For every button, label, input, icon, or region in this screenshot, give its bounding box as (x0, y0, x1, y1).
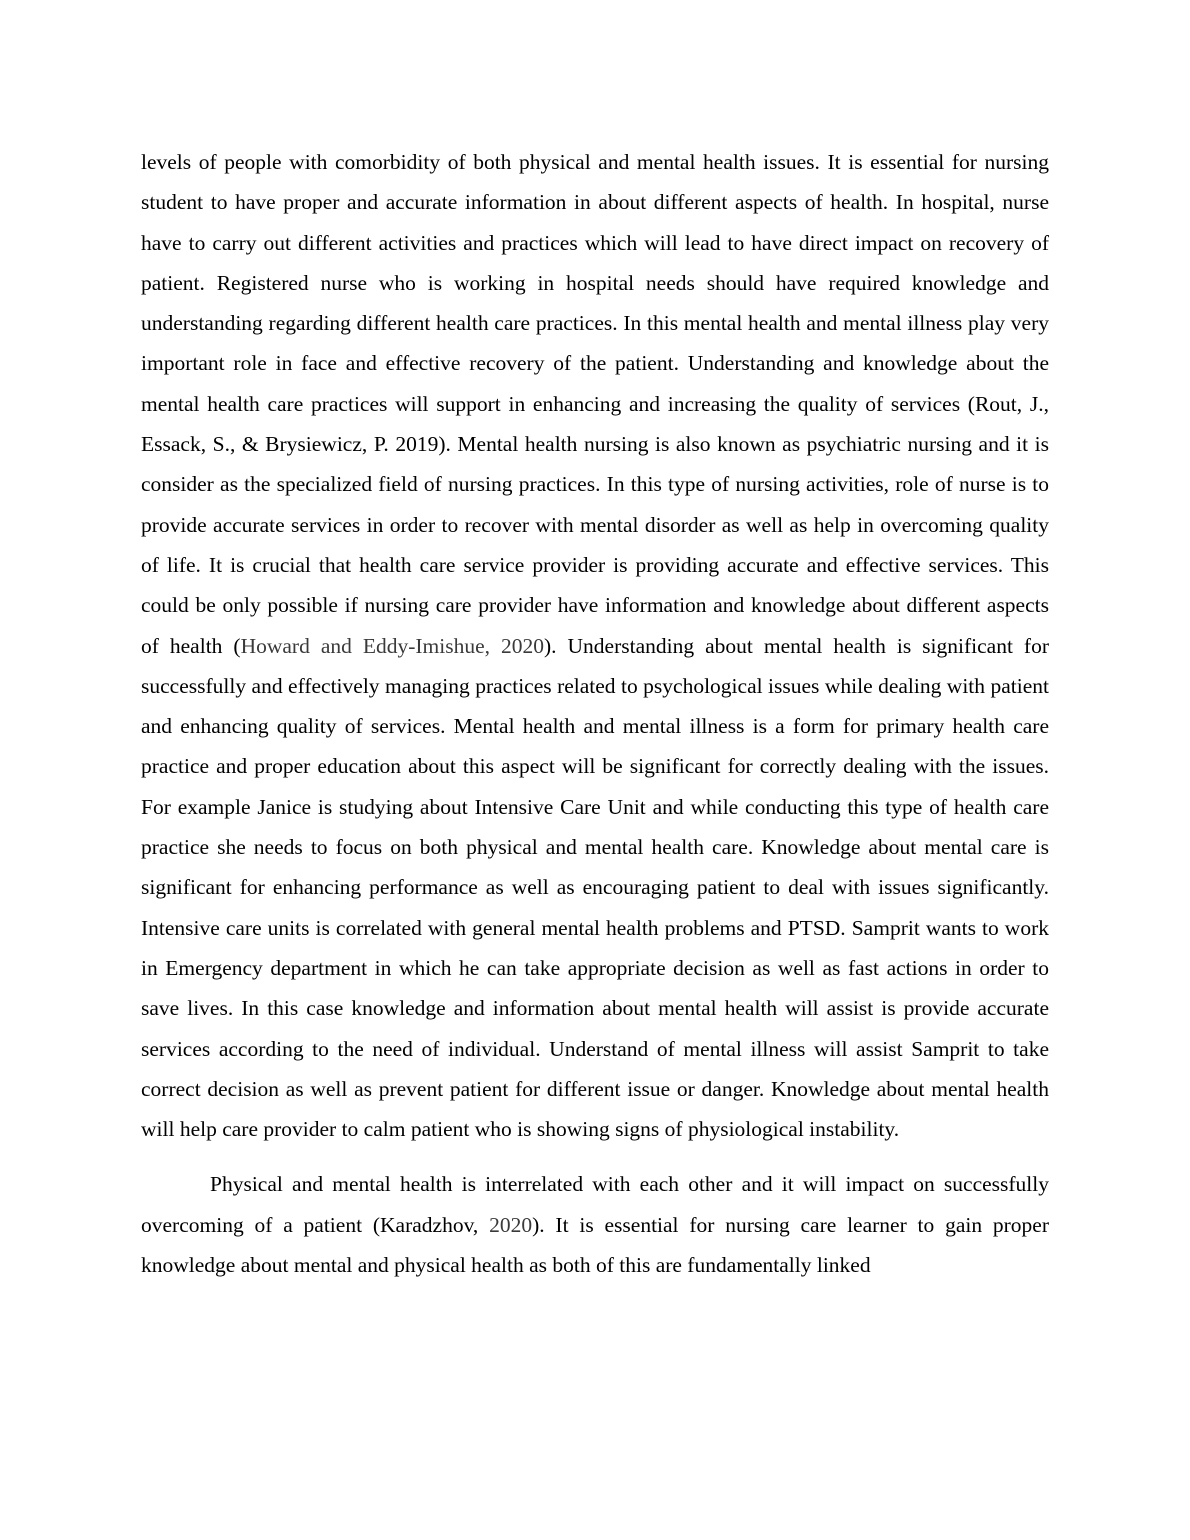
paragraph-1-text-b: ). Understanding about mental health is significant for successfully and effectively managing practices related to psychological issues while dealing with patient and enhancing quality of services. Mental health and mental illness is a form for primary health care practice and proper education about this aspect will be significant for correctly dealing with the issues. For example Janice is studying about Intensive Care Unit and while conducting this type of health care practice she needs to focus on both physical and mental health care. Knowledge about mental care is significant for enhancing performance as well as encouraging patient to deal with issues significantly. Intensive care units is correlated with general mental health problems and PTSD. Samprit wants to work in Emergency department in which he can take appropriate decision as well as fast actions in order to save lives. In this case knowledge and information about mental health will assist is provide accurate services according to the need of individual. Understand of mental illness will assist Samprit to take correct decision as well as prevent patient for different issue or danger. Knowledge about mental health will help care provider to calm patient who is showing signs of physiological instability. (141, 633, 1049, 1142)
paragraph-2-text-b: ). It is essential for nursing care learner to gain proper knowledge about mental and physical health as both of this are fundamentally linked (141, 1212, 1049, 1278)
paragraph-1 (141, 142, 1049, 1149)
paragraph-2 (141, 1164, 1049, 1285)
citation-karadzhov-year: 2020 (489, 1212, 533, 1237)
paragraph-2-text-a: Physical and mental health is interrelated with each other and it will impact on successfully overcoming of a patient (Karadzhov, (141, 1172, 1049, 1237)
document-body (141, 142, 1049, 1285)
citation-howard-eddy-imishue: Howard and Eddy-Imishue, 2020 (240, 633, 545, 658)
paragraph-1-text-a: levels of people with comorbidity of both physical and mental health issues. It is essential for nursing student to have proper and accurate information in about different aspects of health. In hospital, nurse have to carry out different activities and practices which will lead to have direct impact on recovery of patient. Registered nurse who is working in hospital needs should have required knowledge and understanding regarding different health care practices. In this mental health and mental illness play very important role in face and effective recovery of the patient. Understanding and knowledge about the mental health care practices will support in enhancing and increasing the quality of services (Rout, J., Essack, S., & Brysiewicz, P. 2019). Mental health nursing is also known as psychiatric nursing and it is consider as the specialized field of nursing practices. In this type of nursing activities, role of nurse is to provide accurate services in order to recover with mental disorder as well as help in overcoming quality of life. It is crucial that health care service provider is providing accurate and effective services. This could be only possible if nursing care provider have information and knowledge about different aspects of health ( (141, 150, 1049, 658)
